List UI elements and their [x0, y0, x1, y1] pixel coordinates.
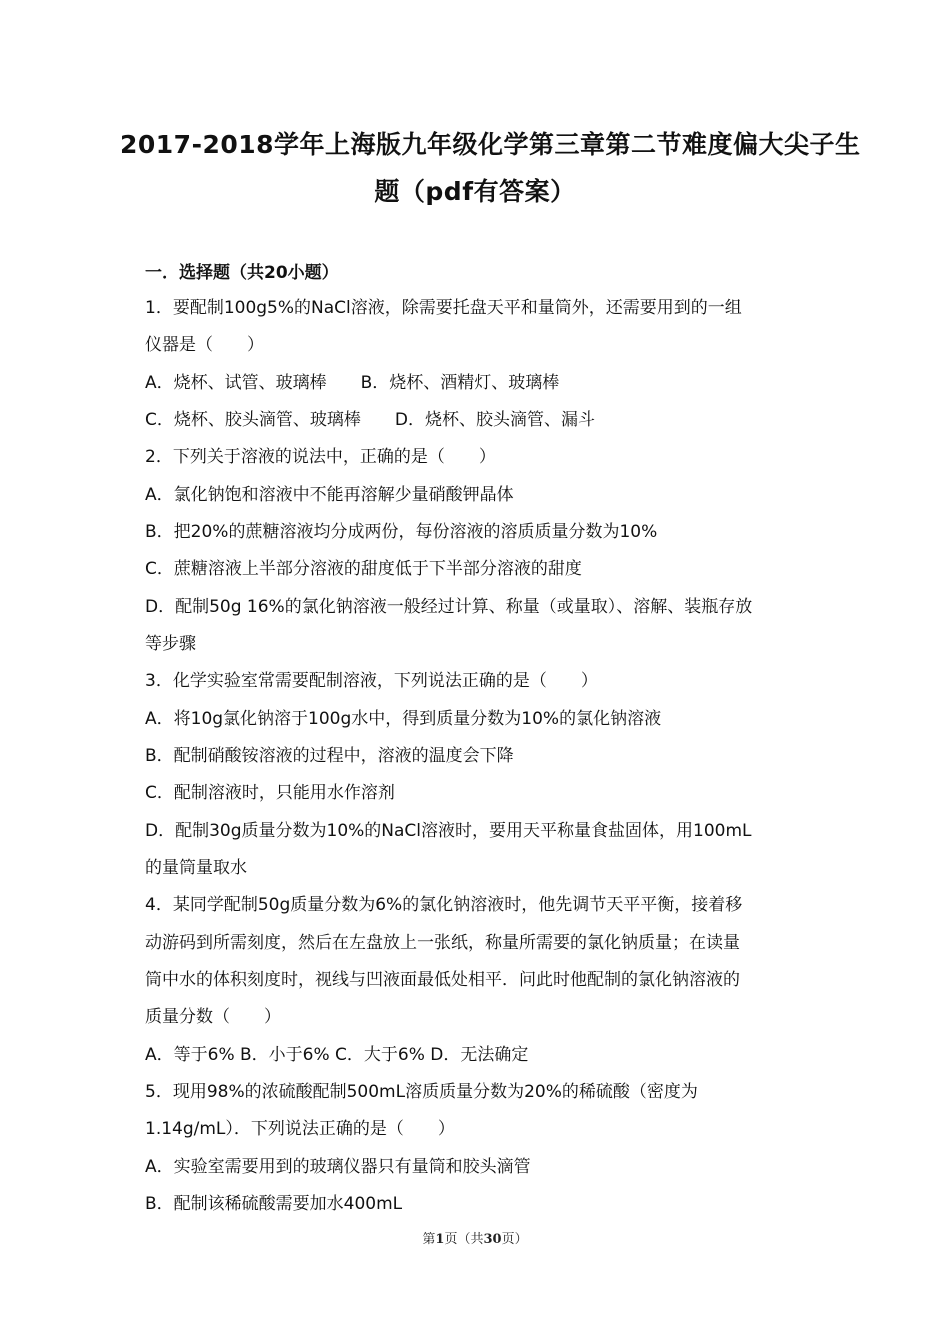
text-line: 5．现用98%的浓硫酸配制500mL溶质质量分数为20%的稀硫酸（密度为: [145, 1082, 698, 1102]
footer-suffix: 页）: [501, 1232, 528, 1247]
text-line: 动游码到所需刻度，然后在左盘放上一张纸，称量所需要的氯化钠质量；在读量: [145, 933, 740, 953]
text-line: A．氯化钠饱和溶液中不能再溶解少量硝酸钾晶体: [145, 485, 514, 505]
text-line: 等步骤: [145, 634, 196, 654]
page-footer: [0, 1228, 950, 1247]
text-line: C．蔗糖溶液上半部分溶液的甜度低于下半部分溶液的甜度: [145, 559, 582, 579]
footer-total-pages: 30: [483, 1232, 502, 1247]
text-line: A．烧杯、试管、玻璃棒 B．烧杯、酒精灯、玻璃棒: [145, 373, 560, 393]
text-line: A．实验室需要用到的玻璃仪器只有量筒和胶头滴管: [145, 1157, 531, 1177]
text-line: B．配制硝酸铵溶液的过程中，溶液的温度会下降: [145, 746, 514, 766]
text-line: 2．下列关于溶液的说法中，正确的是（ ）: [145, 447, 496, 467]
text-line: B．配制该稀硫酸需要加水400mL: [145, 1194, 403, 1214]
section-heading: 一．选择题（共20小题）: [145, 263, 339, 283]
text-line: C．烧杯、胶头滴管、玻璃棒 D．烧杯、胶头滴管、漏斗: [145, 410, 595, 430]
text-line: B．把20%的蔗糖溶液均分成两份，每份溶液的溶质质量分数为10%: [145, 522, 658, 542]
text-line: 筒中水的体积刻度时，视线与凹液面最低处相平．问此时他配制的氯化钠溶液的: [145, 970, 740, 990]
text-line: 的量筒量取水: [145, 858, 247, 878]
text-line: 1．要配制100g5%的NaCl溶液，除需要托盘天平和量筒外，还需要用到的一组: [145, 298, 742, 318]
text-line: 1.14g/mL）．下列说法正确的是（ ）: [145, 1119, 455, 1139]
text-line: C．配制溶液时，只能用水作溶剂: [145, 783, 395, 803]
text-line: 质量分数（ ）: [145, 1007, 281, 1027]
footer-prefix: 第: [422, 1232, 436, 1247]
footer-page-number: 1: [435, 1232, 445, 1247]
footer-middle: 页（共: [444, 1232, 484, 1247]
document-title-line-1: 2017-2018学年上海版九年级化学第三章第二节难度偏大尖子生: [120, 130, 861, 159]
text-line: D．配制50g 16%的氯化钠溶液一般经过计算、称量（或量取）、溶解、装瓶存放: [145, 597, 753, 617]
text-line: 3．化学实验室常需要配制溶液，下列说法正确的是（ ）: [145, 671, 598, 691]
text-line: A．将10g氯化钠溶于100g水中，得到质量分数为10%的氯化钠溶液: [145, 709, 662, 729]
text-line: 4．某同学配制50g质量分数为6%的氯化钠溶液时，他先调节天平平衡，接着移: [145, 895, 743, 915]
document-title-line-2: 题（pdf有答案）: [374, 177, 576, 206]
text-line: A．等于6% B．小于6% C．大于6% D．无法确定: [145, 1045, 529, 1065]
text-line: D．配制30g质量分数为10%的NaCl溶液时，要用天平称量食盐固体，用100mL: [145, 821, 752, 841]
text-line: 仪器是（ ）: [145, 335, 264, 355]
